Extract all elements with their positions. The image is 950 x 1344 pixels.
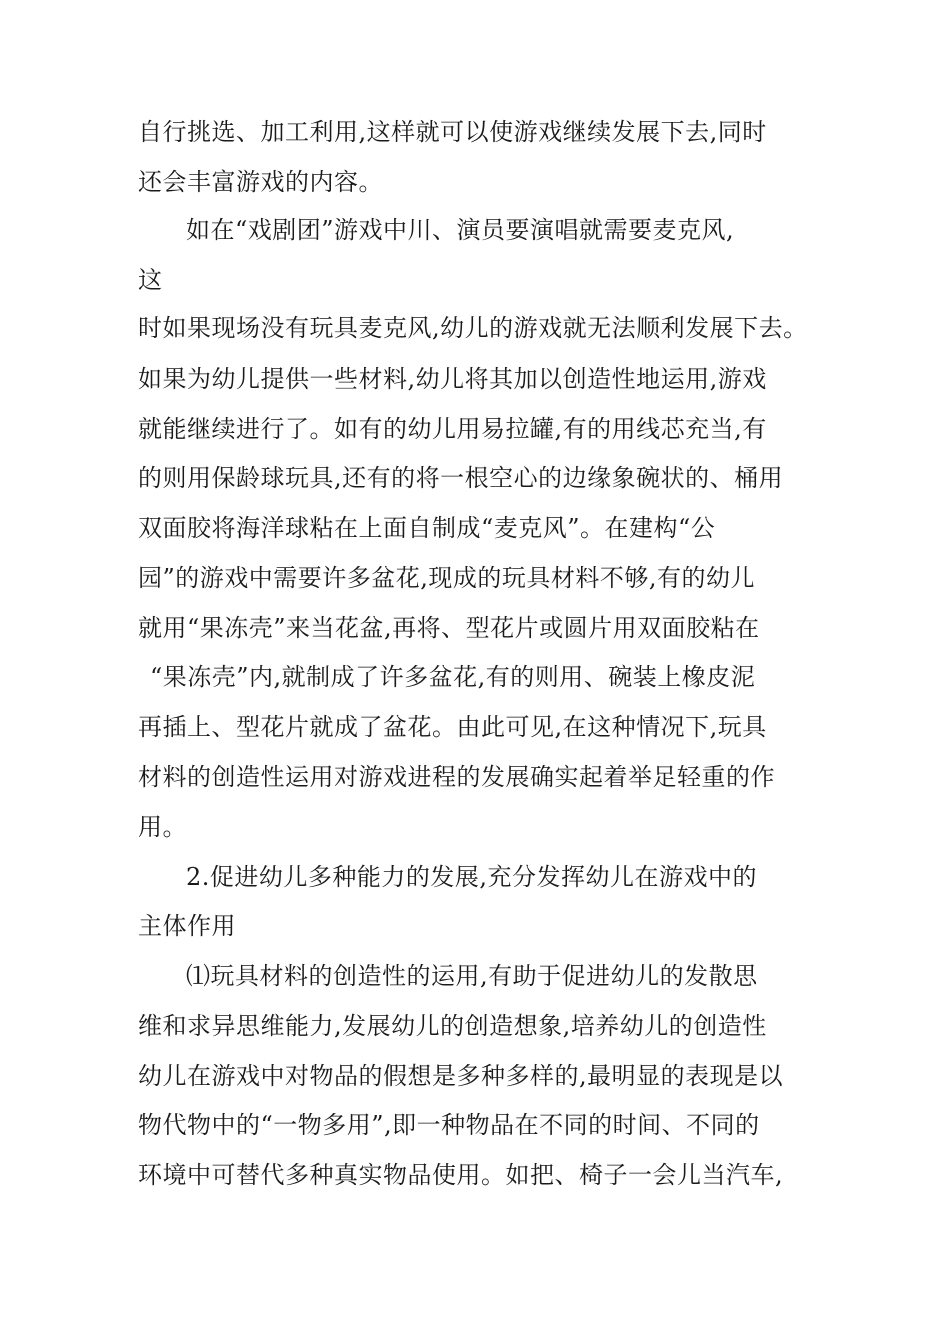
- text-line: 如果为幼儿提供一些材料,幼儿将其加以创造性地运用,游戏: [138, 365, 767, 393]
- text-line: 就能继续进行了。如有的幼儿用易拉罐,有的用线芯充当,有: [138, 415, 767, 443]
- text-line: 就用“果冻壳”来当花盆,再将、型花片或圆片用双面胶粘在: [138, 614, 760, 642]
- text-line: 环境中可替代多种真实物品使用。如把、椅子一会儿当汽车,: [138, 1161, 784, 1189]
- text-line: 再插上、型花片就成了盆花。由此可见,在这种情况下,玩具: [138, 713, 767, 741]
- text-line: 这: [138, 266, 163, 294]
- text-line: 自行挑选、加工利用,这样就可以使游戏继续发展下去,同时: [138, 118, 767, 146]
- paragraph-first-line: 如在“戏剧团”游戏中川、演员要演唱就需要麦克风,: [186, 216, 735, 244]
- text-line: 幼儿在游戏中对物品的假想是多种多样的,最明显的表现是以: [138, 1062, 784, 1090]
- text-line: 时如果现场没有玩具麦克风,幼儿的游戏就无法顺利发展下去。: [138, 314, 808, 342]
- section-heading: 2.促进幼儿多种能力的发展,充分发挥幼儿在游戏中的: [186, 863, 758, 891]
- section-heading-continued: 主体作用: [138, 912, 236, 940]
- text-line: 维和求异思维能力,发展幼儿的创造想象,培养幼儿的创造性: [138, 1012, 767, 1040]
- text-line: 双面胶将海洋球粘在上面自制成“麦克风”。在建构“公: [138, 514, 716, 542]
- text-line: 的则用保龄球玩具,还有的将一根空心的边缘象碗状的、桶用: [138, 464, 784, 492]
- paragraph-first-line: ⑴玩具材料的创造性的运用,有助于促进幼儿的发散思: [186, 962, 758, 990]
- text-line: “果冻壳”内,就制成了许多盆花,有的则用、碗装上橡皮泥: [150, 663, 756, 691]
- text-line: 物代物中的“一物多用”,即一种物品在不同的时间、不同的: [138, 1111, 760, 1139]
- text-line: 还会丰富游戏的内容。: [138, 168, 383, 196]
- text-line: 园”的游戏中需要许多盆花,现成的玩具材料不够,有的幼儿: [138, 564, 756, 592]
- text-line: 材料的创造性运用对游戏进程的发展确实起着举足轻重的作: [138, 763, 775, 791]
- text-line: 用。: [138, 813, 187, 841]
